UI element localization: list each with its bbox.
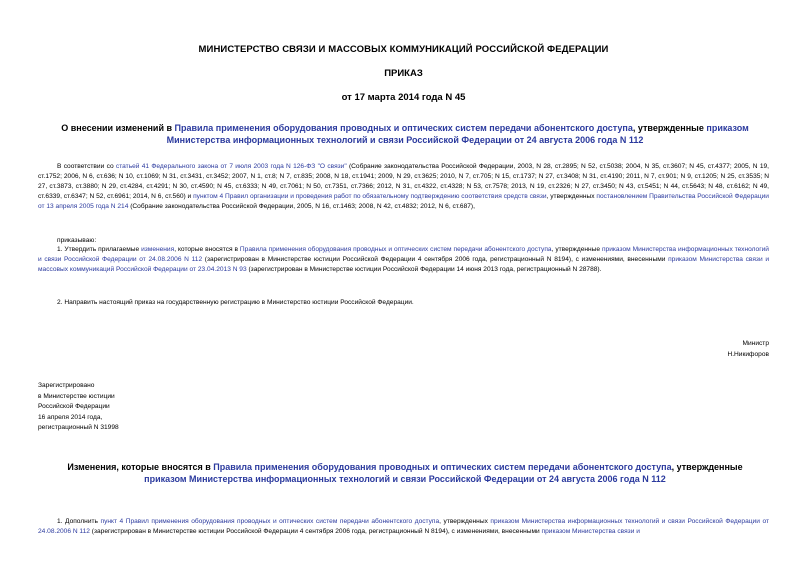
change1-order-112-link[interactable]: приказом Министерства информационных технологий и связи Российской Федерации от 24.08.2006 N 112 [38,518,769,535]
signature-block [727,338,769,360]
item1-rules-link[interactable]: Правила применения оборудования проводных и оптических систем передачи абонентского доступа [239,246,552,253]
change1-text-1: 1. Дополнить [57,518,101,525]
registration-block [38,381,119,434]
item1-text-4: (зарегистрирован в Министерстве юстиции Российской Федерации 4 сентября 2006 года, регистрационный N 8194), с изменениями, внесенными [202,256,669,263]
item1-text-1: 1. Утвердить прилагаемые [57,246,142,253]
changes-title-mid: , утвержденные [671,462,743,472]
basis-text-4: (Собрание законодательства Российской Федерации, 2005, N 16, ст.1463; 2008, N 42, ст.4832; 2012, N 6, ст.687), [128,203,475,210]
communications-law-link[interactable]: статьей 41 Федерального закона от 7 июля 2003 года N 126-ФЗ "О связи" [115,163,347,170]
registration-line: в Министерстве юстиции [38,392,115,400]
rules-link[interactable]: Правила применения оборудования проводных и оптических систем передачи абонентского доступа [174,123,633,133]
change1-ministry-order-link[interactable]: приказом Министерства связи и [541,528,640,535]
order-word: приказываю: [57,237,97,244]
order-item-2: 2. Направить настоящий приказ на государственную регистрацию в Министерство юстиции Российской Федерации. [57,299,414,306]
basis-text-2: (Собрание законодательства Российской Федерации, 2003, N 28, ст.2895; N 52, ст.5038; 2004, N 35, ст.3607; N 45, ст.4377; 2005, N 19, ст.1752; 2006, N 6, ст.636; N 10, ст.1069; N 31, ст.3431, ст.3452; 2007, N 1, ст.8; N 7, ст.835; 2008, N 18, ст.1941; 2009, N 29, ст.3625; 2010, N 7, ст.705; N 15, ст.1737; N 27, ст.3408; N 31, ст.4190; 2011, N 7, ст.901; N 9, ст.1205; N 25, ст.3535; N 27, ст.3873, ст.3880; N 29, ст.4284, ст.4291; N 30, ст.4590; N 45, ст.6333; N 49, ст.7061; N 50, ст.7351, ст.7366; 2012, N 31, ст.4322, ст.4328; N 53, ст.7578; 2013, N 19, ст.2326; N 27, ст.3450; N 43, ст.5451; N 44, ст.5643; N 48, ст.6162; N 49, ст.6339, ст.6347; N 52, ст.6961; 2014, N 6, ст.560) и [38,163,769,200]
document-type: ПРИКАЗ [384,68,423,79]
basis-text-3: , утвержденных [546,193,597,200]
basis-paragraph [38,162,769,212]
basis-text-1: В соответствии со [57,163,116,170]
changes-rules-link[interactable]: Правила применения оборудования проводных и оптических систем передачи абонентского доступа [213,462,672,472]
order-item-1 [38,245,769,275]
registration-line: Зарегистрировано [38,382,95,389]
order-112-link[interactable]: приказом Министерства информационных технологий и связи Российской Федерации от 24 августа 2006 года N 112 [166,123,749,145]
change1-text-3: (зарегистрирован в Министерстве юстиции Российской Федерации 4 сентября 2006 года, регистрационный N 8194), с изменениями, внесенными [89,528,542,535]
changes-order-112-link[interactable]: приказом Министерства информационных технологий и связи Российской Федерации от 24 августа 2006 года N 112 [144,474,666,484]
document-date-number: от 17 марта 2014 года N 45 [341,92,466,103]
order-title-mid: , утвержденные [632,123,707,133]
changes-title [60,461,750,485]
item1-order-93-link[interactable]: приказом Министерства связи и массовых коммуникаций Российской Федерации от 23.04.2013 N 93 [38,256,769,273]
change1-text-2: , утвержденных [439,518,491,525]
item1-text-2: , которые вносятся в [174,246,240,253]
registration-line: Российской Федерации [38,403,110,410]
order-title [60,122,750,146]
signer-position: Министр [742,340,769,347]
item1-text-5: (зарегистрирован в Министерстве юстиции Российской Федерации 14 июня 2013 года, регистрационный N 28788). [246,266,602,273]
changes-link[interactable]: изменения [141,246,175,253]
certification-rules-link[interactable]: пунктом 4 Правил организации и проведения работ по обязательному подтверждению соответствия средств связи [193,193,547,200]
ministry-name: МИНИСТЕРСТВО СВЯЗИ И МАССОВЫХ КОММУНИКАЦИЙ РОССИЙСКОЙ ФЕДЕРАЦИИ [198,44,609,55]
registration-line: регистрационный N 31998 [38,424,119,431]
changes-title-prefix: Изменения, которые вносятся в [67,462,214,472]
order-title-prefix: О внесении изменений в [61,123,175,133]
change1-point4-link[interactable]: пункт 4 Правил применения оборудования проводных и оптических систем передачи абонентского доступа [100,518,440,525]
item1-text-3: , утвержденные [551,246,602,253]
change-item-1 [38,517,769,537]
signer-name: Н.Никифоров [727,351,769,358]
item1-order-112-link[interactable]: приказом Министерства информационных технологий и связи Российской Федерации от 24.08.2006 N 112 [38,246,769,263]
government-decree-link[interactable]: постановлением Правительства Российской Федерации от 13 апреля 2005 года N 214 [38,193,769,210]
registration-line: 16 апреля 2014 года, [38,413,103,421]
